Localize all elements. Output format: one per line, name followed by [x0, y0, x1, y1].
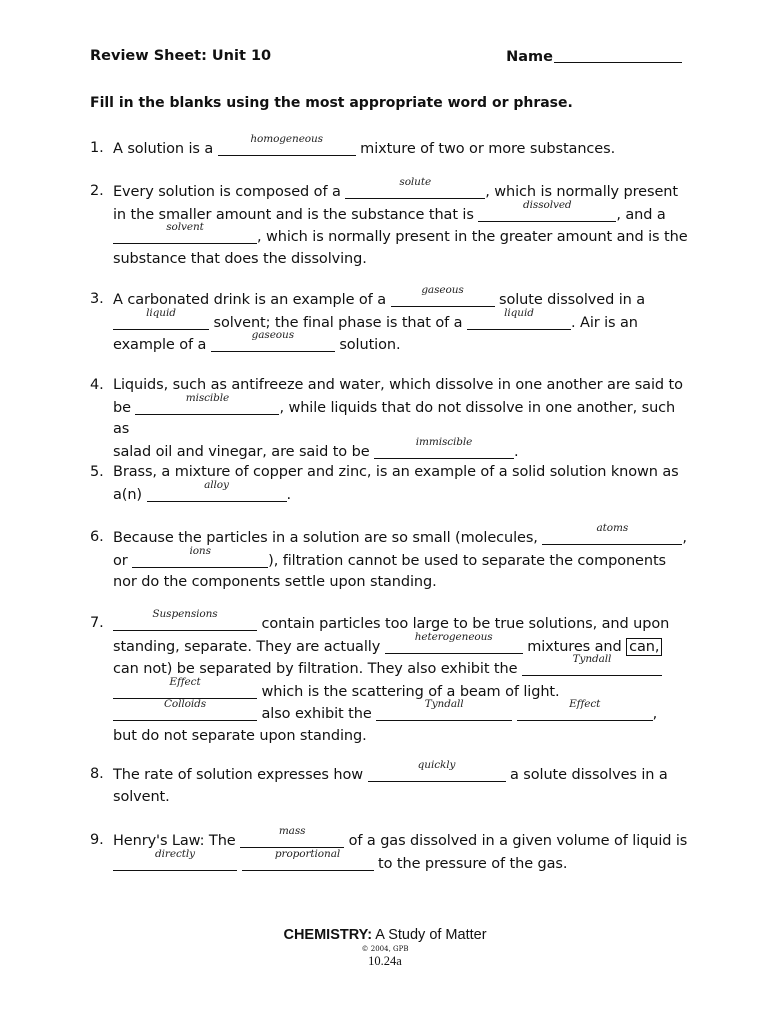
question-text: , and a — [616, 206, 666, 223]
question-text: ), filtration cannot be used to separate the components — [268, 552, 667, 569]
question-number: 3. — [90, 291, 104, 307]
question-text: solvent; the final phase is that of a — [209, 314, 467, 331]
question-number: 2. — [90, 183, 104, 199]
answer-text: alloy — [204, 478, 229, 491]
question-4 — [90, 375, 690, 463]
answer-blank[interactable] — [132, 544, 268, 568]
answer-text: solvent — [166, 221, 204, 234]
sheet-title: Review Sheet: Unit 10 — [90, 48, 272, 64]
question-number: 7. — [90, 615, 104, 631]
instructions: Fill in the blanks using the most appropriate word or phrase. — [90, 95, 573, 111]
answer-text: Tyndall — [424, 698, 464, 711]
question-text: example of a — [113, 337, 211, 354]
answer-blank[interactable] — [391, 284, 495, 307]
answer-text: dissolved — [523, 198, 572, 211]
question-text: in the smaller amount and is the substance that is — [113, 206, 479, 223]
question-text: solute dissolved in a — [494, 292, 646, 308]
question-text: solution. — [334, 337, 401, 354]
answer-blank[interactable] — [113, 675, 257, 699]
question-text: salad oil and vinegar, are said to be — [113, 443, 375, 460]
name-blank[interactable] — [554, 48, 682, 63]
question-text: . — [286, 486, 292, 503]
question-3 — [90, 284, 690, 357]
answer-text: solute — [399, 176, 432, 188]
question-number: 4. — [90, 377, 104, 393]
footer-title-rest: A Study of Matter — [372, 927, 487, 943]
answer-blank[interactable] — [376, 698, 512, 721]
question-text: , which is normally present in the greater amount and is the — [257, 229, 688, 246]
answer-text: Tyndall — [572, 653, 612, 666]
answer-text: heterogeneous — [414, 630, 493, 643]
answer-text: directly — [155, 847, 195, 860]
answer-text: mass — [278, 825, 306, 837]
question-1 — [90, 133, 690, 161]
question-text: A solution is a — [113, 141, 218, 157]
footer — [0, 927, 770, 969]
question-text: Every solution is composed of a — [113, 184, 346, 200]
question-text: Because the particles in a solution are so small (molecules, — [113, 530, 543, 546]
answer-text: ions — [189, 544, 211, 557]
answer-text: Effect — [169, 675, 201, 688]
answer-blank[interactable] — [113, 608, 257, 631]
answer-blank[interactable] — [135, 391, 279, 415]
answer-blank[interactable] — [374, 435, 514, 459]
question-text: a solute dissolves in a — [505, 767, 668, 783]
question-text: nor do the components settle upon standing. — [113, 574, 437, 591]
answer-blank[interactable] — [467, 306, 571, 330]
answer-blank[interactable] — [218, 133, 356, 156]
question-2 — [90, 176, 690, 270]
answer-text: atoms — [596, 522, 629, 534]
question-8 — [90, 759, 690, 808]
question-text: to the pressure of the gas. — [373, 855, 568, 872]
question-text: Liquids, such as antifreeze and water, which dissolve in one another are said to — [113, 377, 683, 393]
header — [90, 48, 682, 68]
question-text: standing, separate. They are actually — [113, 638, 385, 655]
answer-text: Effect — [569, 698, 601, 711]
circled-choice: can, — [626, 638, 662, 656]
footer-title — [0, 927, 770, 943]
question-text: The rate of solution expresses how — [113, 767, 368, 783]
name-label: Name — [506, 49, 553, 65]
answer-blank[interactable] — [113, 847, 237, 871]
answer-blank[interactable] — [517, 698, 653, 721]
question-text: solvent. — [113, 788, 170, 805]
question-5 — [90, 462, 690, 506]
question-7 — [90, 608, 690, 748]
question-number: 5. — [90, 464, 104, 480]
answer-blank[interactable] — [147, 478, 287, 502]
answer-blank[interactable] — [113, 306, 209, 330]
question-number: 6. — [90, 529, 104, 545]
question-6 — [90, 522, 690, 594]
footer-title-bold: CHEMISTRY: — [283, 927, 373, 943]
answer-blank[interactable] — [368, 759, 506, 782]
answer-text: Colloids — [163, 698, 207, 711]
question-text: , which is normally present — [485, 184, 678, 200]
footer-copyright: © 2004, GPB — [361, 945, 409, 953]
question-text: . Air is an — [570, 314, 638, 331]
question-number: 8. — [90, 766, 104, 782]
answer-blank[interactable] — [240, 825, 344, 848]
answer-text: proportional — [274, 847, 341, 860]
answer-blank[interactable] — [211, 329, 335, 352]
question-text: Brass, a mixture of copper and zinc, is an example of a solid solution known as — [113, 464, 679, 480]
answer-text: liquid — [504, 306, 534, 319]
answer-text: liquid — [146, 306, 176, 319]
question-text: . — [514, 443, 519, 460]
question-text: also exhibit the — [257, 706, 377, 723]
answer-text: gaseous — [421, 284, 464, 296]
question-text: mixture of two or more substances. — [355, 141, 616, 157]
answer-blank[interactable] — [242, 847, 374, 871]
answer-blank[interactable] — [522, 653, 662, 676]
answer-text: immiscible — [415, 435, 473, 448]
question-text: A carbonated drink is an example of a — [113, 292, 391, 308]
page-number: 10.24a — [368, 954, 402, 968]
answer-blank[interactable] — [385, 630, 523, 654]
question-text: , — [682, 530, 687, 546]
answer-blank[interactable] — [113, 698, 257, 721]
question-text: can not) be separated by filtration. They also exhibit the — [113, 661, 522, 678]
question-9 — [90, 825, 690, 875]
answer-blank[interactable] — [542, 522, 682, 545]
question-number: 1. — [90, 140, 104, 156]
question-text: be — [113, 399, 136, 416]
question-text: , — [652, 706, 658, 723]
name-field[interactable] — [506, 48, 682, 65]
question-text: substance that does the dissolving. — [113, 250, 367, 267]
answer-blank[interactable] — [345, 176, 485, 199]
answer-text: miscible — [185, 391, 230, 404]
question-text: but do not separate upon standing. — [113, 727, 367, 744]
question-text: Henry's Law: The — [113, 833, 241, 849]
answer-text: homogeneous — [250, 133, 323, 145]
answer-text: Suspensions — [152, 608, 218, 620]
question-text: a(n) — [113, 486, 147, 503]
question-text: contain particles too large to be true solutions, and upon — [257, 616, 670, 632]
question-text: , while liquids that do not dissolve in one another, such as — [113, 399, 676, 438]
answer-text: quickly — [417, 759, 456, 771]
question-number: 9. — [90, 832, 104, 848]
question-text: mixtures and — [522, 638, 627, 655]
answer-blank[interactable] — [113, 221, 257, 244]
answer-text: gaseous — [251, 329, 294, 342]
question-text: which is the scattering of a beam of light. — [257, 683, 560, 700]
question-text: or — [113, 552, 133, 569]
question-text: of a gas dissolved in a given volume of liquid is — [344, 833, 688, 849]
answer-blank[interactable] — [478, 198, 616, 222]
